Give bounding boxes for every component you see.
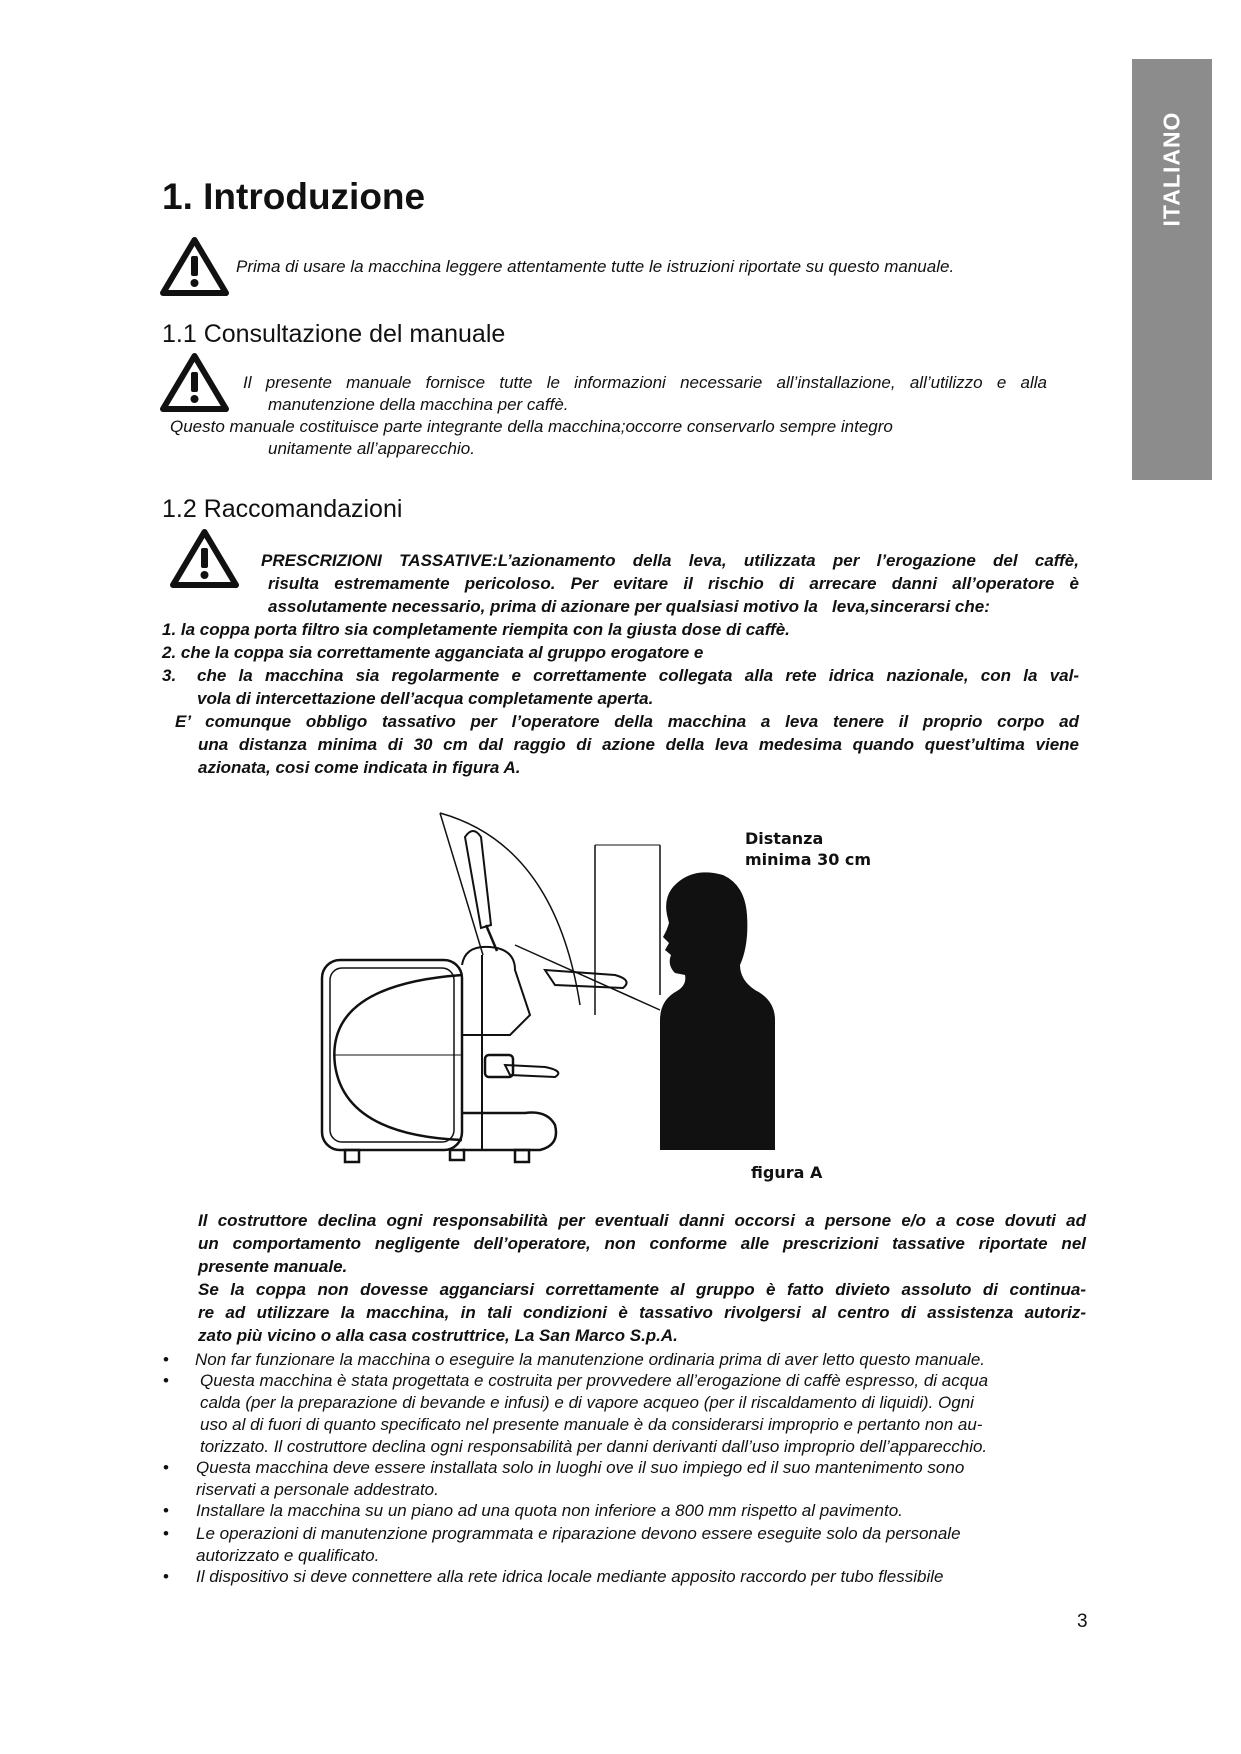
- language-tab: [1132, 59, 1212, 480]
- list-item-3-line2: vola di intercettazione dell’acqua completamente aperta.: [197, 689, 654, 708]
- intro-warning-text: Prima di usare la macchina leggere attentamente tutte le istruzioni riportate su questo manuale.: [236, 257, 955, 276]
- disclaimer-line4: Se la coppa non dovesse agganciarsi correttamente al gruppo è fatto divieto assoluto di continua-: [198, 1280, 1086, 1299]
- bullet-2-line2: calda (per la preparazione di bevande e infusi) e di vapore acqueo (per il riscaldamento di liquidi). Ogni: [200, 1393, 974, 1412]
- bullet-6-line1: Il dispositivo si deve connettere alla rete idrica locale mediante apposito raccordo per tubo flessibile: [196, 1567, 944, 1586]
- bullet-2-line1: Questa macchina è stata progettata e costruita per provvedere all’erogazione di caffè espresso, di acqua: [200, 1371, 989, 1390]
- section-1-1-line1: Il presente manuale fornisce tutte le informazioni necessarie all’installazione, all’utilizzo e alla: [243, 373, 1047, 392]
- figure-distance-label-line1: Distanza: [745, 829, 824, 848]
- bullet-3-line2: riservati a personale addestrato.: [196, 1480, 439, 1499]
- bullet-2-line3: uso al di fuori di quanto specificato nel presente manuale è da considerarsi improprio e pertanto non au-: [200, 1415, 983, 1434]
- bullet-symbol: •: [163, 1524, 169, 1543]
- bullet-symbol: •: [163, 1371, 169, 1390]
- section-1-1-line2: manutenzione della macchina per caffè.: [268, 395, 569, 414]
- bullet-5-line2: autorizzato e qualificato.: [196, 1546, 380, 1565]
- section-1-2-title: 1.2 Raccomandazioni: [162, 495, 403, 523]
- prescriptions-line1: PRESCRIZIONI TASSATIVE:L’azionamento della leva, utilizzata per l’erogazione del caffè,: [261, 551, 1079, 570]
- bullet-5-line1: Le operazioni di manutenzione programmata e riparazione devono essere eseguite solo da personale: [196, 1524, 961, 1543]
- bullet-2-line4: torizzato. Il costruttore declina ogni responsabilità per danni derivanti dall’uso improprio dell’apparecchio.: [200, 1437, 988, 1456]
- bullet-symbol: •: [163, 1501, 169, 1520]
- bullet-symbol: •: [163, 1567, 169, 1586]
- disclaimer-line2: un comportamento negligente dell’operatore, non conforme alle prescrizioni tassative riportate nel: [198, 1234, 1086, 1253]
- disclaimer-line5: re ad utilizzare la macchina, in tali condizioni è tassativo rivolgersi al centro di assistenza autoriz-: [198, 1303, 1086, 1322]
- section-1-1-line4: unitamente all’apparecchio.: [268, 439, 475, 458]
- prescriptions-line3: assolutamente necessario, prima di azionare per qualsiasi motivo la leva,sincerarsi che:: [268, 597, 990, 616]
- bullet-symbol: •: [163, 1350, 169, 1369]
- page-title: 1. Introduzione: [162, 176, 426, 217]
- obligation-line1: E’ comunque obbligo tassativo per l’operatore della macchina a leva tenere il proprio corpo ad: [175, 712, 1079, 731]
- list-item-1: 1. la coppa porta filtro sia completamente riempita con la giusta dose di caffè.: [162, 620, 790, 639]
- bullet-1-line1: Non far funzionare la macchina o eseguire la manutenzione ordinaria prima di aver letto questo manuale.: [195, 1350, 986, 1369]
- list-item-2: 2. che la coppa sia correttamente agganciata al gruppo erogatore e: [162, 643, 704, 662]
- person-silhouette: [660, 872, 775, 1150]
- section-1-1-line3: Questo manuale costituisce parte integrante della macchina;occorre conservarlo sempre integro: [170, 417, 893, 436]
- page-number: 3: [1077, 1611, 1088, 1632]
- bullet-4-line1: Installare la macchina su un piano ad una quota non inferiore a 800 mm rispetto al pavimento.: [196, 1501, 903, 1520]
- warning-icon: [170, 528, 239, 588]
- prescriptions-line2: risulta estremamente pericoloso. Per evitare il rischio di arrecare danni all’operatore è: [268, 574, 1079, 593]
- language-tab-label: ITALIANO: [1158, 111, 1185, 227]
- list-item-3-line1: che la macchina sia regolarmente e correttamente collegata alla rete idrica nazionale, con la val-: [197, 666, 1079, 685]
- warning-icon: [160, 352, 229, 412]
- bullet-symbol: •: [163, 1458, 169, 1477]
- warning-icon: [160, 236, 229, 296]
- disclaimer-line1: Il costruttore declina ogni responsabilità per eventuali danni occorsi a persone e/o a cose dovuti ad: [198, 1211, 1086, 1230]
- figure-caption: figura A: [751, 1163, 823, 1182]
- obligation-line3: azionata, cosi come indicata in figura A.: [198, 758, 521, 777]
- disclaimer-line3: presente manuale.: [198, 1257, 348, 1276]
- disclaimer-line6: zato più vicino o alla casa costruttrice, La San Marco S.p.A.: [198, 1326, 678, 1345]
- list-item-3-number: 3.: [162, 666, 177, 685]
- section-1-1-title: 1.1 Consultazione del manuale: [162, 320, 506, 348]
- bullet-3-line1: Questa macchina deve essere installata solo in luoghi ove il suo impiego ed il suo mantenimento sono: [196, 1458, 965, 1477]
- figure-distance-label-line2: minima 30 cm: [745, 850, 872, 869]
- obligation-line2: una distanza minima di 30 cm dal raggio di azione della leva medesima quando quest’ultima viene: [198, 735, 1079, 754]
- lever-handle: [465, 831, 491, 928]
